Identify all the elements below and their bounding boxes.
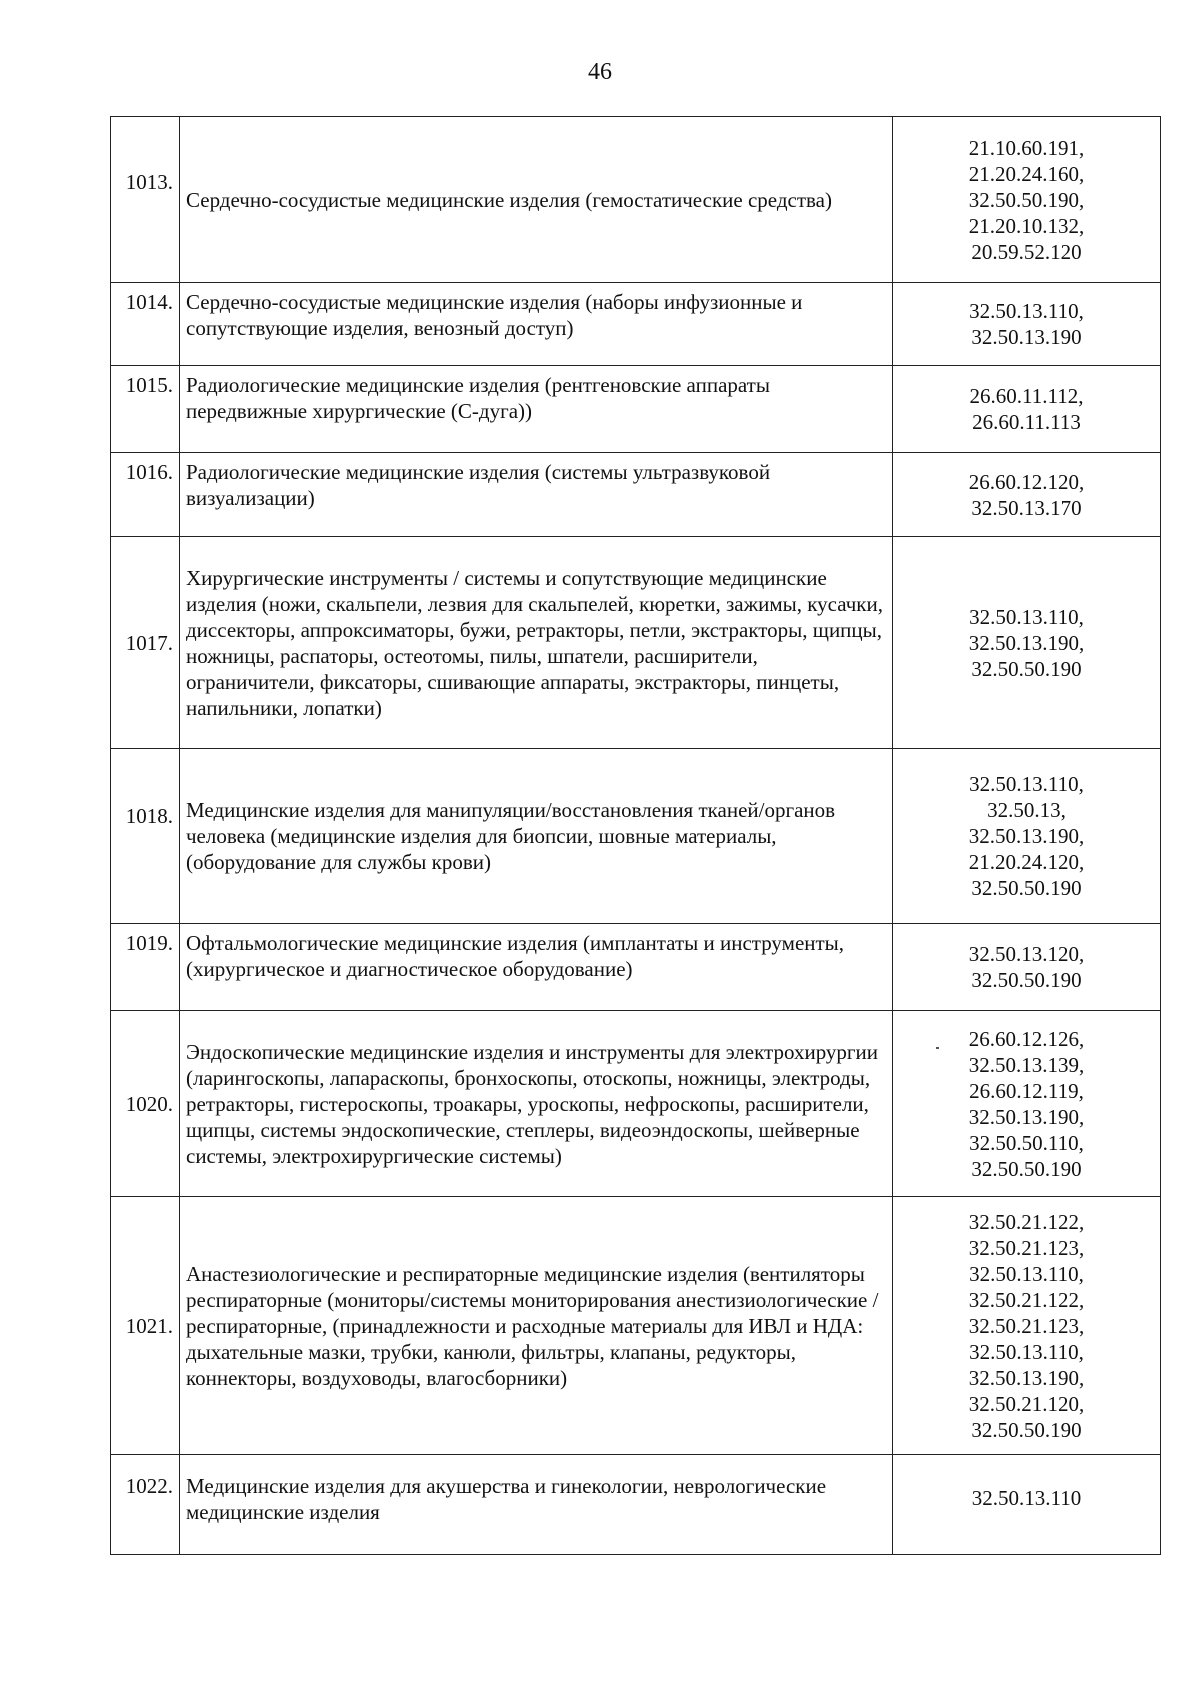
code-value: 32.50.50.190 xyxy=(971,656,1082,681)
row-codes xyxy=(893,283,1161,366)
code-value: 21.20.24.160, xyxy=(968,161,1085,186)
code-value: 32.50.50.190, xyxy=(968,187,1085,212)
code-value: 32.50.21.123, xyxy=(968,1313,1085,1338)
row-number: 1020. xyxy=(111,1011,180,1197)
table-row xyxy=(111,1197,1161,1455)
row-codes xyxy=(893,453,1161,537)
row-number: 1016. xyxy=(111,453,180,537)
table-row xyxy=(111,1455,1161,1555)
code-value: 32.50.13.110, xyxy=(969,772,1084,796)
row-codes xyxy=(893,1455,1161,1555)
table-row xyxy=(111,537,1161,749)
table-row xyxy=(111,366,1161,453)
row-codes xyxy=(893,366,1161,453)
code-value: 32.50.13.110 xyxy=(971,1486,1082,1510)
row-codes xyxy=(893,537,1161,749)
row-description: Анастезиологические и респираторные медицинские изделия (вентиляторы респираторные (мониторы/системы мониторирования анестизиологические / респираторные, (принадлежности и расходные материалы для ИВЛ и НДА: дыхательные мазки, трубки, канюли, фильтры, клапаны, редукторы, коннекторы, воздуховоды, влагосборники) xyxy=(180,1197,893,1455)
code-value: 32.50.13.190, xyxy=(968,630,1085,655)
code-value: 32.50.13.110, xyxy=(969,1339,1084,1364)
code-value: 26.60.12.126, xyxy=(968,1026,1085,1051)
row-codes xyxy=(893,1011,1161,1197)
code-value: 32.50.13.120, xyxy=(968,942,1085,966)
row-description: Сердечно-сосудистые медицинские изделия (наборы инфузионные и сопутствующие изделия, венозный доступ) xyxy=(180,283,893,366)
code-value: 32.50.21.122, xyxy=(968,1209,1085,1234)
row-number: 1018. xyxy=(111,749,180,924)
row-number: 1017. xyxy=(111,537,180,749)
code-value: 26.60.12.120, xyxy=(968,469,1085,494)
code-value: 21.20.10.132, xyxy=(968,213,1085,238)
stray-mark xyxy=(936,1047,939,1049)
row-description: Медицинские изделия для манипуляции/восстановления тканей/органов человека (медицинские изделия для биопсии, шовные материалы, (оборудование для службы крови) xyxy=(180,749,893,924)
row-number: 1014. xyxy=(111,283,180,366)
row-description: Радиологические медицинские изделия (рентгеновские аппараты передвижные хирургические (С-дуга)) xyxy=(180,366,893,453)
table-row xyxy=(111,1011,1161,1197)
table-row xyxy=(111,117,1161,283)
page-number: 46 xyxy=(588,59,612,85)
row-number: 1022. xyxy=(111,1455,180,1555)
code-value: 32.50.13.170 xyxy=(971,495,1082,520)
row-description: Хирургические инструменты / системы и сопутствующие медицинские изделия (ножи, скальпели, лезвия для скальпелей, кюретки, зажимы, кусачки, диссекторы, аппроксиматоры, бужи, ретракторы, петли, экстракторы, щипцы, ножницы, распаторы, остеотомы, пилы, шпатели, расширители, ограничители, фиксаторы, сшивающие аппараты, экстракторы, пинцеты, напильники, лопатки) xyxy=(180,537,893,749)
code-value: 32.50.50.190 xyxy=(971,968,1082,992)
table-row xyxy=(111,749,1161,924)
code-value: 32.50.50.190 xyxy=(971,1417,1082,1442)
row-number: 1013. xyxy=(111,117,180,283)
code-value: 32.50.50.110, xyxy=(969,1130,1084,1155)
code-value: 32.50.13.190, xyxy=(968,1104,1085,1129)
row-number: 1015. xyxy=(111,366,180,453)
table-row xyxy=(111,453,1161,537)
code-value: 32.50.13.110, xyxy=(969,299,1084,323)
row-description: Офтальмологические медицинские изделия (имплантаты и инструменты, (хирургическое и диагностическое оборудование) xyxy=(180,924,893,1011)
code-value: 26.60.11.112, xyxy=(969,384,1084,408)
table-row xyxy=(111,924,1161,1011)
code-value: 26.60.12.119, xyxy=(969,1078,1084,1103)
row-description: Сердечно-сосудистые медицинские изделия (гемостатические средства) xyxy=(180,117,893,283)
code-value: 32.50.50.190 xyxy=(971,1156,1082,1181)
classification-table xyxy=(110,116,1161,1555)
code-value: 32.50.13.190 xyxy=(971,325,1082,349)
code-value: 32.50.13.139, xyxy=(968,1052,1085,1077)
code-value: 32.50.13.190, xyxy=(968,1365,1085,1390)
code-value: 26.60.11.113 xyxy=(972,410,1081,434)
code-value: 32.50.13, xyxy=(987,798,1066,822)
row-codes xyxy=(893,117,1161,283)
row-number: 1021. xyxy=(111,1197,180,1455)
table-row xyxy=(111,283,1161,366)
code-value: 20.59.52.120 xyxy=(971,239,1082,264)
row-description: Медицинские изделия для акушерства и гинекологии, неврологические медицинские изделия xyxy=(180,1455,893,1555)
row-description: Радиологические медицинские изделия (системы ультразвуковой визуализации) xyxy=(180,453,893,537)
row-codes xyxy=(893,924,1161,1011)
row-codes xyxy=(893,749,1161,924)
code-value: 32.50.13.190, xyxy=(968,824,1085,848)
row-codes xyxy=(893,1197,1161,1455)
code-value: 32.50.21.122, xyxy=(968,1287,1085,1312)
row-number: 1019. xyxy=(111,924,180,1011)
code-value: 21.20.24.120, xyxy=(968,850,1085,874)
code-value: 32.50.21.120, xyxy=(968,1391,1085,1416)
code-value: 32.50.13.110, xyxy=(969,604,1084,629)
code-value: 32.50.21.123, xyxy=(968,1235,1085,1260)
code-value: 21.10.60.191, xyxy=(968,135,1085,160)
row-description: Эндоскопические медицинские изделия и инструменты для электрохирургии (ларингоскопы, лапараскопы, бронхоскопы, отоскопы, ножницы, электроды, ретракторы, гистероскопы, троакары, уроскопы, нефроскопы, расширители, щипцы, системы эндоскопические, степлеры, видеоэндоскопы, шейверные системы, электрохирургические системы) xyxy=(180,1011,893,1197)
code-value: 32.50.50.190 xyxy=(971,876,1082,900)
code-value: 32.50.13.110, xyxy=(969,1261,1084,1286)
